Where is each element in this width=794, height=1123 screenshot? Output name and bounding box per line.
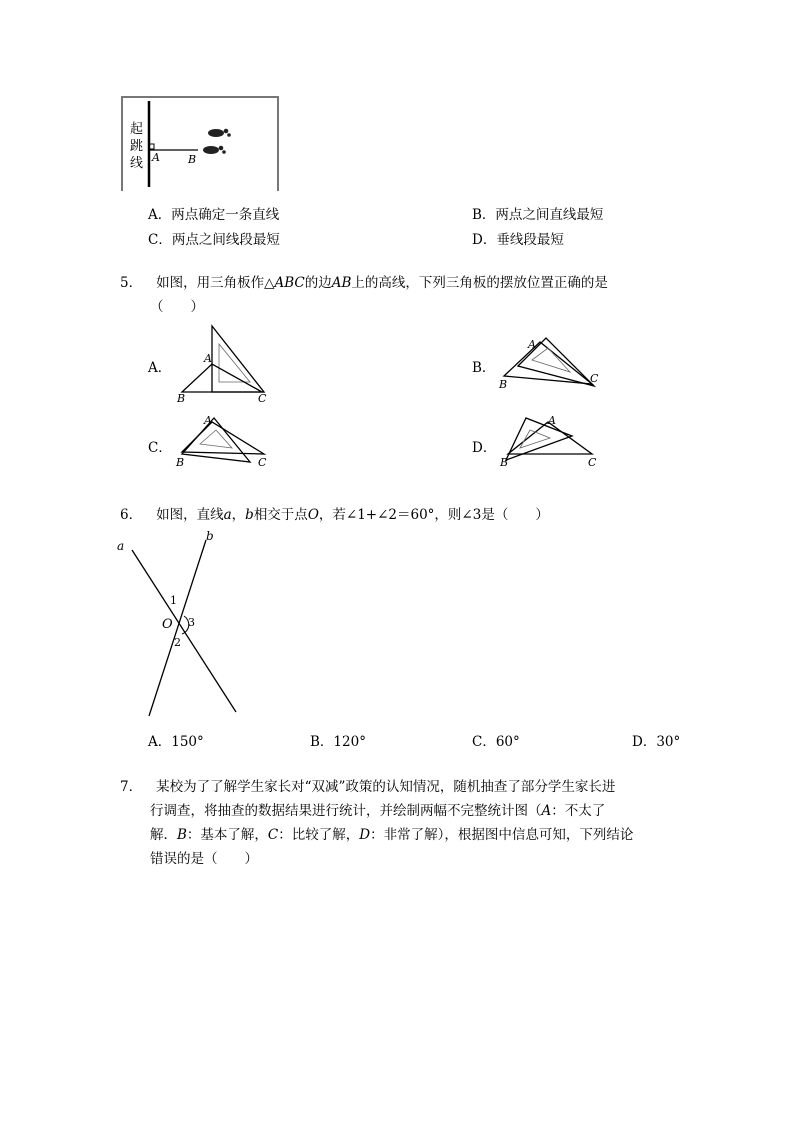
question-number: 5． [120,275,143,291]
q7-stem-line-2: 行调查，将抽查的数据结果进行统计，并绘制两幅不完整统计图（A：不太了 [150,803,606,819]
question-number: 7． [120,779,143,795]
q4-label-char: 跳 [130,139,144,154]
q5-stem: 5． 如图，用三角板作△ABC的边AB上的高线，下列三角板的摆放位置正确的是 [120,275,608,291]
q6-figure [112,528,246,718]
svg-text:C: C [258,456,267,469]
q7-stem-line-1: 7． 某校为了了解学生家长对“双减”政策的认知情况，随机抽查了部分学生家长进 [120,779,616,795]
svg-text:C: C [258,392,267,405]
svg-text:3: 3 [188,616,195,629]
q7-stem-line-4: 错误的是（ ） [150,851,258,867]
q4-option-b[interactable]: B．两点之间直线最短 [472,207,604,223]
svg-text:A: A [528,338,536,351]
svg-text:A: A [548,414,556,427]
svg-text:B: B [176,456,185,469]
q5-option-d-label[interactable]: D． [472,440,497,456]
svg-text:A: A [204,352,212,365]
q5-figure-b[interactable] [496,330,606,396]
q6-option-b[interactable]: B．120° [310,734,366,750]
q4-option-c[interactable]: C．两点之间线段最短 [148,232,280,248]
q5-figure-c[interactable] [172,410,282,472]
svg-text:2: 2 [174,636,181,649]
q4-label-char: 起 [130,122,144,137]
svg-text:O: O [162,617,173,632]
q5-answer-paren: （ ） [150,299,204,315]
svg-text:a: a [117,539,125,553]
footprints-icon [203,129,231,154]
q5-option-c-label[interactable]: C． [148,440,172,456]
q6-option-d[interactable]: D．30° [632,734,681,750]
svg-text:C: C [590,372,599,385]
q5-option-a-label[interactable]: A． [148,360,172,376]
svg-text:B: B [177,392,186,405]
q5-figure-a[interactable] [172,322,282,406]
q6-stem: 6． 如图，直线a，b相交于点O，若∠1+∠2＝60°，则∠3是（ ） [120,507,549,523]
svg-text:A: A [204,414,212,427]
q7-stem-line-3: 解．B：基本了解，C：比较了解，D：非常了解），根据图中信息可知，下列结论 [150,827,634,843]
q6-option-a[interactable]: A．150° [148,734,204,750]
q4-label-char: 线 [130,156,144,171]
q4-figure [118,95,282,195]
question-number: 6． [120,507,143,523]
svg-text:b: b [206,529,214,543]
q4-option-d[interactable]: D．垂线段最短 [472,232,564,248]
q4-point-a: A [152,151,160,164]
svg-text:B: B [499,378,508,391]
svg-text:1: 1 [170,594,177,607]
q5-figure-d[interactable] [496,410,606,472]
svg-text:C: C [588,456,597,469]
svg-text:B: B [500,456,509,469]
q4-point-b: B [188,153,197,166]
q6-option-c[interactable]: C．60° [472,734,520,750]
q5-option-b-label[interactable]: B． [472,360,496,376]
q4-option-a[interactable]: A．两点确定一条直线 [148,207,280,223]
